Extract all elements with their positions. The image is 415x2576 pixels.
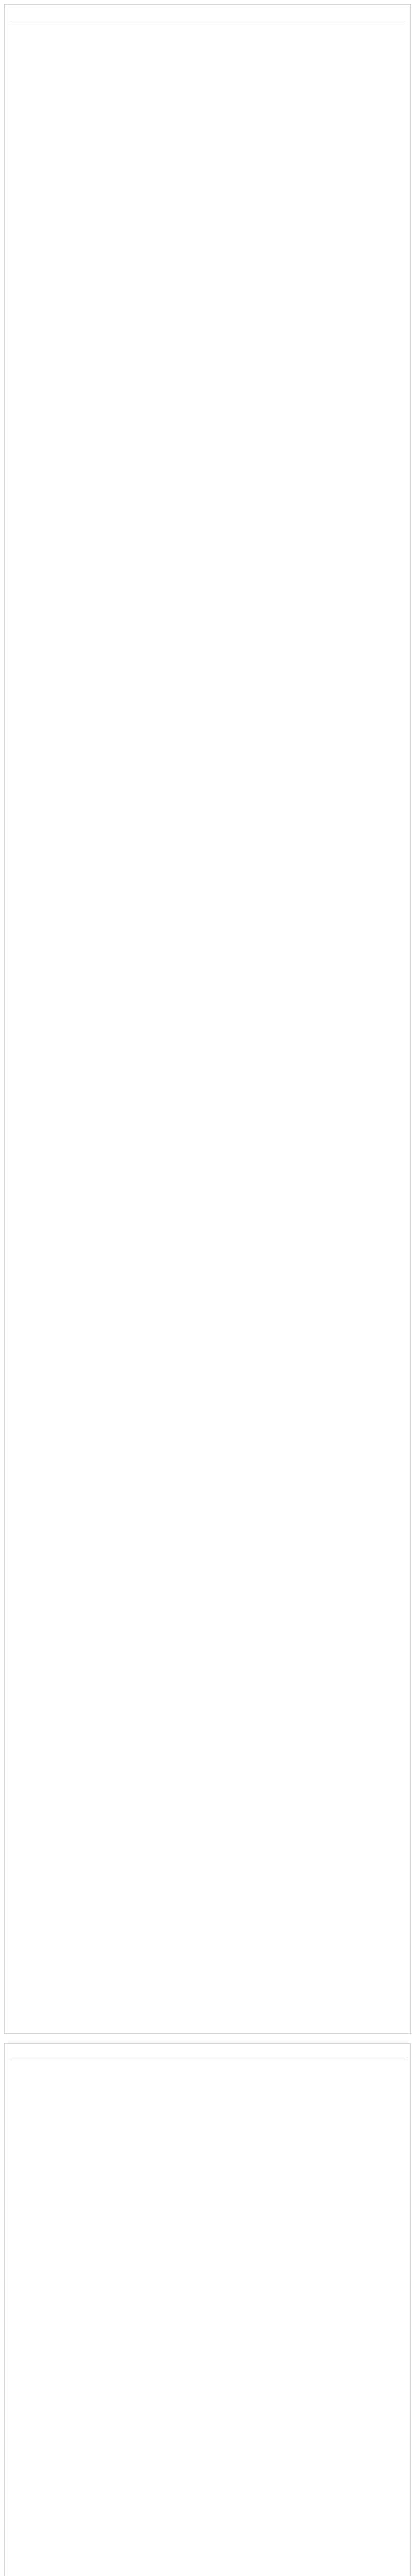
page [4, 0, 411, 2576]
notice-card [4, 4, 411, 2034]
meta-item [366, 2048, 368, 2057]
meta-item [403, 2048, 405, 2057]
meta-item [375, 2048, 377, 2057]
meta-item [394, 9, 396, 18]
meta-row [10, 9, 405, 18]
meta-item [394, 2048, 396, 2057]
meta-item [403, 9, 405, 18]
meta-item [385, 2048, 387, 2057]
meta-item [357, 2048, 359, 2057]
notice-header [10, 2048, 405, 2060]
meta-row [10, 2048, 405, 2057]
meta-item [366, 9, 368, 18]
meta-item [375, 9, 377, 18]
meta-item [385, 9, 387, 18]
notice-header [10, 9, 405, 21]
notice-subject [10, 2064, 405, 2070]
notice-subject [10, 25, 405, 31]
meta-item [357, 9, 359, 18]
notice-card [4, 2043, 411, 2576]
